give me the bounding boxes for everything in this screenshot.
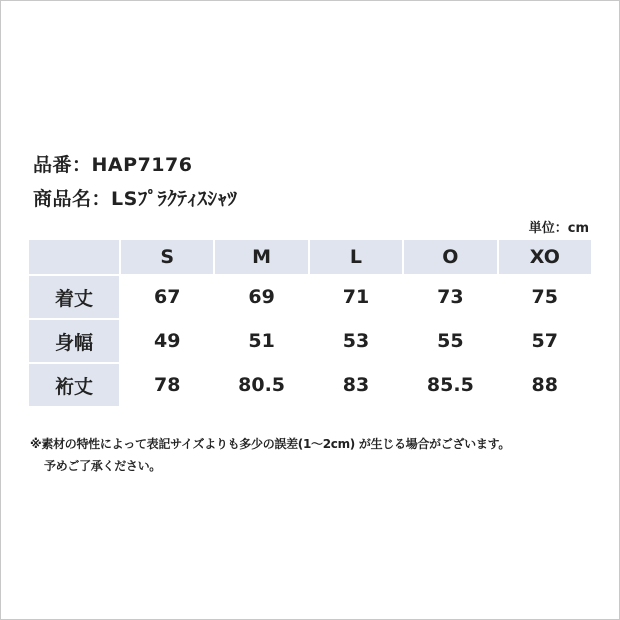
table-cell: 53 — [310, 320, 402, 362]
product-name-separator: ： — [91, 188, 112, 210]
note-line-2: 予めご了承ください。 — [44, 459, 162, 473]
product-name: LSﾌﾟﾗｸﾃｨｽｼｬﾂ — [111, 188, 238, 210]
size-header-o: O — [404, 240, 496, 274]
table-cell: 49 — [121, 320, 213, 362]
size-header-s: S — [121, 240, 213, 274]
table-cell: 78 — [121, 364, 213, 406]
product-code-label: 品番 — [33, 154, 73, 176]
table-cell: 83 — [310, 364, 402, 406]
table-cell: 57 — [499, 320, 591, 362]
table-row-length — [29, 276, 591, 318]
product-code-line — [33, 150, 192, 177]
table-cell: 51 — [215, 320, 307, 362]
table-cell: 67 — [121, 276, 213, 318]
row-label-width: 身幅 — [29, 320, 119, 362]
note-line-1: ※素材の特性によって表記サイズよりも多少の誤差(1～2cm) が生じる場合がございます。 — [30, 437, 511, 451]
row-label-length: 着丈 — [29, 276, 119, 318]
table-corner-cell — [29, 240, 119, 274]
size-header-m: M — [215, 240, 307, 274]
size-header-l: L — [310, 240, 402, 274]
product-code-separator: ： — [72, 154, 92, 176]
product-name-line — [33, 184, 237, 211]
table-row-width — [29, 320, 591, 362]
table-cell: 73 — [404, 276, 496, 318]
table-cell: 85.5 — [404, 364, 496, 406]
unit-label: 単位：cm — [528, 221, 589, 236]
row-label-sleeve: 裄丈 — [29, 364, 119, 406]
table-cell: 80.5 — [215, 364, 307, 406]
size-header-row — [29, 240, 591, 274]
product-code: HAP7176 — [91, 154, 193, 176]
table-cell: 88 — [499, 364, 591, 406]
size-header-xo: XO — [499, 240, 591, 274]
table-cell: 75 — [499, 276, 591, 318]
size-note — [30, 433, 510, 477]
table-cell: 69 — [215, 276, 307, 318]
size-table — [27, 238, 593, 408]
product-name-label: 商品名 — [33, 188, 92, 210]
table-cell: 71 — [310, 276, 402, 318]
table-cell: 55 — [404, 320, 496, 362]
table-row-sleeve — [29, 364, 591, 406]
